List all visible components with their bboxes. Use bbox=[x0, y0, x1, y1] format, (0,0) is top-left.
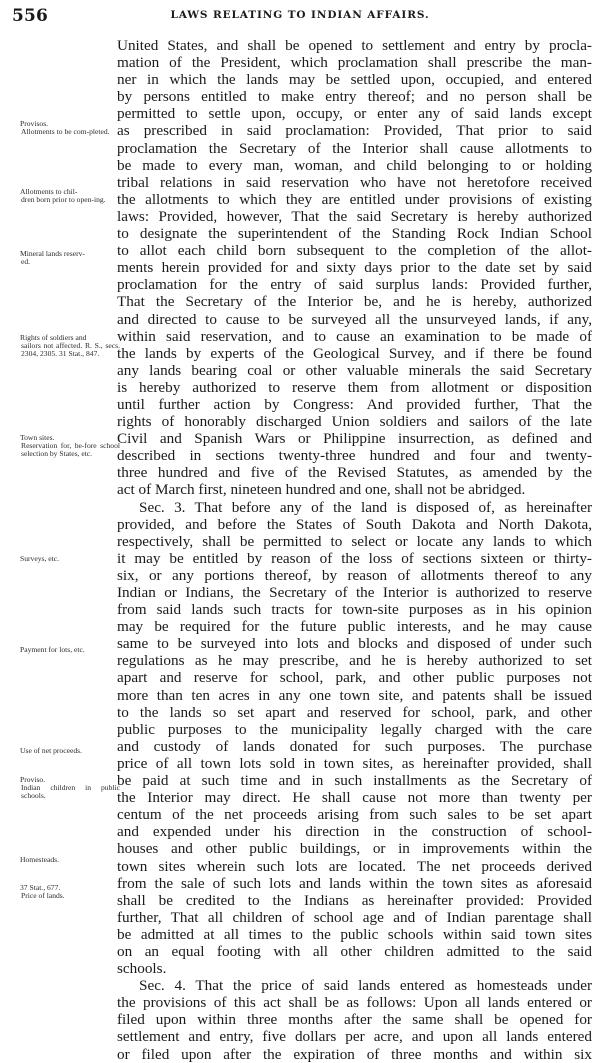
margin-note-heading: Rights of soldiers and bbox=[20, 333, 87, 342]
body-text bbox=[117, 37, 592, 1063]
text-line: be paid at such time and in such installments as the Secretary of bbox=[117, 772, 592, 790]
text-line: rights of honorably discharged Union soldiers and sailors of the late bbox=[117, 413, 592, 431]
margin-note-heading: Surveys, etc. bbox=[20, 554, 60, 563]
margin-note-heading: Mineral lands reserv- bbox=[20, 249, 85, 258]
page-number: 556 bbox=[12, 6, 49, 26]
text-line: three hundred and five of the Revised Statutes, as amended by the bbox=[117, 464, 592, 482]
text-line: shall be credited to the Indians as hereinafter provided: Provided bbox=[117, 891, 592, 909]
text-line: regulations as he may prescribe, and he is hereby authorized to set bbox=[117, 652, 592, 670]
text-line: houses and other public buildings, or in improvements within the bbox=[117, 840, 592, 858]
text-line: town sites wherein such lots are located. The net proceeds derived bbox=[117, 857, 592, 875]
margin-note-detail: Reservation for, be-fore school selection by States, etc. bbox=[21, 441, 120, 459]
text-line: tribal relations in said reservation who have not heretofore received bbox=[117, 173, 592, 191]
text-line: Indian or Indians, the Secretary of the Interior is authorized to reserve bbox=[117, 584, 592, 601]
text-line: be admitted at all times to the public schools within said town sites bbox=[117, 925, 592, 943]
margin-note bbox=[20, 747, 120, 755]
running-title: LAWS RELATING TO INDIAN AFFAIRS. bbox=[170, 9, 430, 21]
margin-note-detail: Allotments to be com-pleted. bbox=[21, 127, 110, 137]
text-line: apart and reserve for school, park, and other public purposes not bbox=[117, 669, 592, 687]
text-line: from said lands such tracts for town-site purposes as in his opinion bbox=[117, 601, 592, 619]
text-line: filed upon within three months after the same shall be opened for bbox=[117, 1011, 592, 1029]
text-line: to the lands so set apart and reserved for school, park, and other bbox=[117, 703, 592, 721]
text-line: the allotments to which they are entitled under provisions of existing bbox=[117, 190, 592, 208]
text-line: same to be surveyed into lots and blocks and disposed of under such bbox=[117, 635, 592, 653]
text-line: public purposes to the municipality legally charged with the care bbox=[117, 720, 592, 738]
text-line: price of all town lots sold in town sites, as hereinafter provided, shall bbox=[117, 754, 592, 772]
margin-note-heading: 37 Stat., 677. bbox=[20, 883, 61, 892]
text-line: the lands by experts of the Geological Survey, and if there be found bbox=[117, 344, 592, 362]
text-line: act of March first, nineteen hundred and one, shall not be abridged. bbox=[117, 481, 526, 499]
text-line: until further action by Congress: And provided further, That the bbox=[117, 395, 592, 413]
margin-note-detail: sailors not affected. R. S., secs. 2304, 2305. 31 Stat., 847. bbox=[21, 341, 120, 359]
text-line: by persons entitled to make entry thereof; and no person shall be bbox=[117, 88, 592, 106]
text-line: within said reservation, and to cause an examination to be made of bbox=[117, 327, 592, 345]
text-line: is hereby authorized to reserve them from allotment or disposition bbox=[117, 378, 592, 396]
text-line: schools. bbox=[117, 960, 167, 978]
text-line: to designate the superintendent of the Standing Rock Indian School bbox=[117, 225, 592, 243]
margin-note bbox=[20, 884, 120, 900]
text-line: it may be entitled by reason of the loss of sections sixteen or thirty- bbox=[117, 549, 592, 567]
text-line: permitted to settle upon, occupy, or enter any of said lands except bbox=[117, 105, 592, 123]
text-line: and directed to cause to be surveyed all the unsurveyed lands, if any, bbox=[117, 310, 592, 328]
text-line: from the sale of such lots and lands within the town sites as aforesaid bbox=[117, 874, 592, 892]
text-line: ments herein provided for and sixty days prior to the date set by said bbox=[117, 259, 592, 277]
text-line: more than ten acres in any one town site, and patents shall be issued bbox=[117, 686, 592, 704]
text-line: may be required for the future public interests, and he may cause bbox=[117, 618, 592, 636]
margin-notes bbox=[0, 0, 120, 933]
text-line: respectively, shall be permitted to select or locate any lands to which bbox=[117, 532, 592, 550]
margin-note bbox=[20, 120, 120, 136]
text-line: the provisions of this act shall be as follows: Upon all lands entered or bbox=[117, 994, 592, 1012]
margin-note-detail: Indian children in public schools. bbox=[21, 783, 120, 801]
text-line: United States, and shall be opened to settlement and entry by procla- bbox=[117, 37, 592, 54]
margin-note bbox=[20, 555, 120, 563]
margin-note bbox=[20, 434, 120, 459]
margin-note bbox=[20, 776, 120, 801]
text-line: to allot each child born subsequent to the completion of the allot- bbox=[117, 242, 592, 260]
text-line: as prescribed in said proclamation: Provided, That prior to said bbox=[117, 122, 592, 140]
text-line: be made to every man, woman, and child belonging to or holding bbox=[117, 156, 592, 174]
text-line: mation of the President, which proclamation shall prescribe the man- bbox=[117, 54, 592, 72]
margin-note bbox=[20, 188, 120, 204]
text-line: That the Secretary of the Interior be, and he is hereby, authorized bbox=[117, 293, 592, 311]
margin-note-heading: Homesteads. bbox=[20, 855, 60, 864]
margin-note bbox=[20, 334, 120, 359]
text-line: further, That all children of school age and of Indian parentage shall bbox=[117, 908, 592, 926]
text-line: and custody of lands donated for such purposes. The purchase bbox=[117, 737, 592, 755]
text-line: Sec. 4. That the price of said lands entered as homesteads under bbox=[139, 977, 592, 995]
margin-note-heading: Provisos. bbox=[20, 119, 49, 128]
text-line: Sec. 3. That before any of the land is disposed of, as hereinafter bbox=[139, 498, 592, 516]
text-line: settlement and entry, five dollars per acre, and upon all lands entered bbox=[117, 1028, 592, 1046]
text-line: Civil and Spanish Wars or Philippine insurrection, as defined and bbox=[117, 430, 592, 448]
margin-note-heading: Town sites. bbox=[20, 433, 55, 442]
text-line: and expended under his direction in the construction of school- bbox=[117, 823, 592, 841]
margin-note-detail: Price of lands. bbox=[21, 891, 65, 901]
text-line: centum of the net proceeds arising from such sales to be set apart bbox=[117, 806, 592, 824]
text-line: described in sections twenty-three hundred and four and twenty- bbox=[117, 447, 592, 465]
margin-note bbox=[20, 250, 120, 266]
margin-note bbox=[20, 646, 120, 654]
text-line: ner in which the lands may be settled upon, occupied, and entered bbox=[117, 71, 592, 89]
text-line: proclamation the Secretary of the Interior shall cause allotments to bbox=[117, 139, 592, 157]
margin-note-heading: Allotments to chil- bbox=[20, 187, 78, 196]
text-line: laws: Provided, however, That the said Secretary is hereby authorized bbox=[117, 207, 592, 225]
text-line: on an equal footing with all other children admitted to the said bbox=[117, 942, 592, 960]
text-line: provided, and before the States of South Dakota and North Dakota, bbox=[117, 515, 592, 533]
margin-note-detail: ed. bbox=[21, 257, 31, 267]
margin-note-heading: Use of net proceeds. bbox=[20, 746, 82, 755]
text-line: six, or any portions thereof, by reason of allotments thereof to any bbox=[117, 566, 592, 584]
text-line: any lands bearing coal or other valuable minerals the said Secretary bbox=[117, 361, 592, 379]
text-line: the Interior may direct. He shall cause not more than twenty per bbox=[117, 789, 592, 807]
text-line: or filed upon after the expiration of three months and within six bbox=[117, 1045, 592, 1063]
margin-note bbox=[20, 856, 120, 864]
margin-note-detail: dren born prior to open-ing. bbox=[21, 195, 106, 205]
margin-note-heading: Payment for lots, etc. bbox=[20, 645, 85, 654]
text-line: proclamation for the entry of said surplus lands: Provided further, bbox=[117, 276, 592, 294]
margin-note-heading: Proviso. bbox=[20, 775, 46, 784]
